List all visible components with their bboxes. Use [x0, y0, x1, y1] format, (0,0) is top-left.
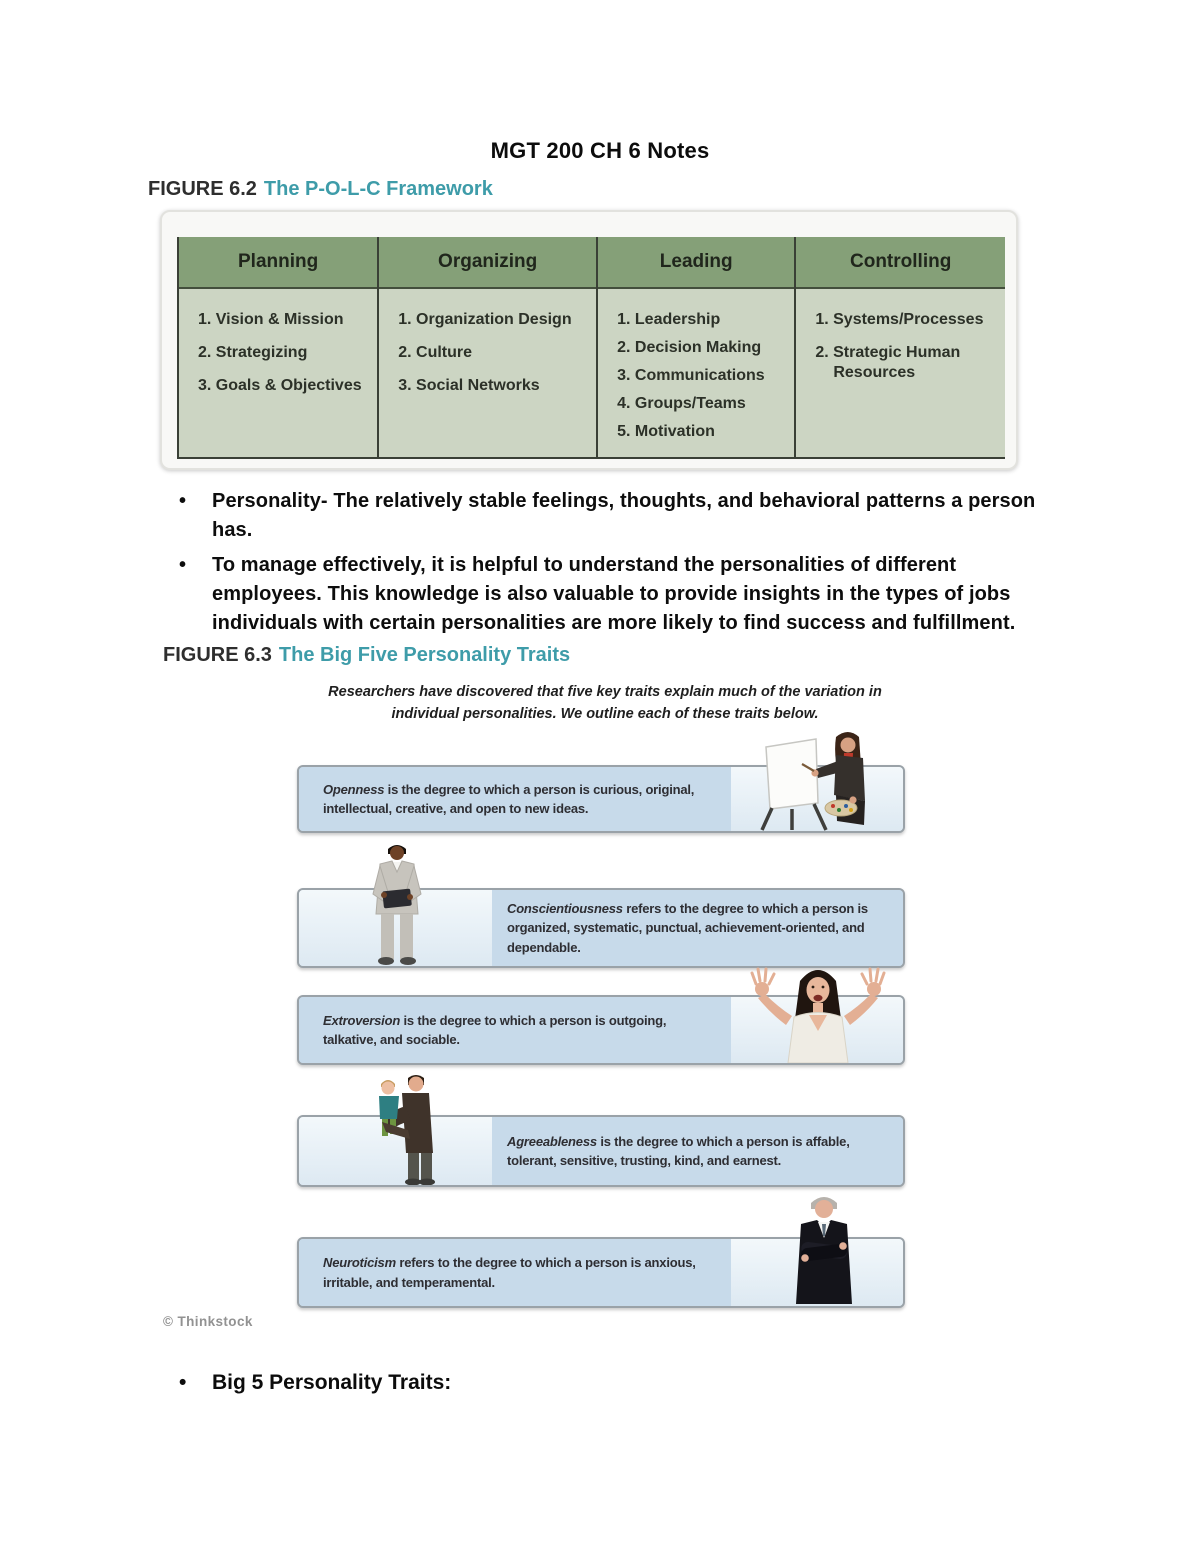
trait-text-extroversion: [299, 997, 731, 1063]
trait-term: Extroversion: [323, 1012, 401, 1028]
polc-item: 1. Vision & Mission: [198, 311, 344, 328]
older-man-arms-crossed-illustration: [781, 1194, 867, 1305]
polc-column-planning: [179, 237, 377, 457]
subtitle-line-2: individual personalities. We outline each of these traits below.: [391, 706, 819, 723]
polc-item: 3. Communications: [617, 367, 765, 384]
polc-body-controlling: [796, 289, 1005, 457]
man-reading-tablet-photo: [362, 842, 432, 966]
trait-text-agreeableness: [492, 1117, 903, 1185]
big-five-heading: Big 5 Personality Traits:: [212, 1371, 452, 1394]
trait-definition: refers to the degree to which a person is anxious, irritable, and temperamental.: [323, 1255, 696, 1290]
polc-item: 2. Culture: [398, 344, 473, 361]
polc-column-leading: [596, 237, 794, 457]
figure-62-title: The P-O-L-C Framework: [263, 178, 493, 200]
figure-63-caption: [163, 644, 570, 667]
subtitle-line-1: Researchers have discovered that five key traits explain much of the variation in: [328, 684, 882, 700]
polc-header-controlling: Controlling: [796, 237, 1005, 289]
notes-bullet-list: [160, 487, 1040, 644]
polc-item: 1. Systems/Processes: [815, 311, 984, 328]
polc-header-leading: Leading: [598, 237, 794, 289]
polc-item: 2. Decision Making: [617, 339, 762, 356]
trait-definition: is the degree to which a person is curious, original, intellectual, creative, and open to new ideas.: [323, 781, 695, 816]
trait-text-conscientiousness: [492, 890, 903, 966]
bullet-text-personality: Personality- The relatively stable feelings, thoughts, and behavioral patterns a person has.: [212, 490, 1036, 541]
bullet-marker: •: [179, 554, 187, 576]
image-credit: © Thinkstock: [163, 1314, 253, 1329]
page-title: MGT 200 CH 6 Notes: [490, 138, 710, 163]
excited-woman-photo: [748, 963, 888, 1063]
older-man-arms-crossed-photo: [781, 1194, 867, 1305]
polc-item: 2. Strategic Human Resources: [815, 344, 961, 381]
trait-term: Agreeableness: [507, 1133, 597, 1149]
polc-item: 4. Groups/Teams: [617, 395, 746, 412]
father-holding-child-photo: [366, 1073, 442, 1185]
trait-text-neuroticism: [299, 1239, 731, 1306]
polc-body-planning: [179, 289, 377, 457]
figure-63-title: The Big Five Personality Traits: [278, 644, 571, 666]
list-item: [160, 487, 1040, 545]
figure-63-label: FIGURE 6.3: [163, 644, 272, 666]
trait-definition: is the degree to which a person is outgoing, talkative, and sociable.: [323, 1012, 667, 1047]
polc-item: 1. Organization Design: [398, 311, 572, 328]
bullet-text-manage: To manage effectively, it is helpful to understand the personalities of different employees. This knowledge is also valuable to provide insights in the types of jobs individuals with certain personalities are more likely to find success and fulfillment.: [212, 554, 1016, 634]
polc-item: 5. Motivation: [617, 423, 715, 440]
woman-painting-at-easel-photo: [752, 729, 880, 832]
trait-term: Conscientiousness: [507, 900, 623, 916]
polc-header-organizing: Organizing: [379, 237, 596, 289]
man-reading-tablet-illustration: [362, 842, 432, 966]
polc-item: 3. Goals & Objectives: [198, 377, 362, 394]
figure-63-subtitle: [295, 681, 915, 726]
polc-framework-figure: [160, 210, 1018, 470]
excited-woman-illustration: [748, 963, 888, 1063]
trait-term: Neuroticism: [323, 1255, 396, 1270]
bullet-marker: •: [179, 490, 187, 512]
polc-body-leading: [598, 289, 794, 457]
polc-table: [177, 237, 1005, 459]
woman-painting-illustration: [752, 729, 880, 832]
figure-62-caption: [148, 178, 493, 201]
polc-column-controlling: [794, 237, 1005, 457]
list-item: [160, 551, 1040, 638]
figure-62-label: FIGURE 6.2: [148, 178, 257, 200]
polc-body-organizing: [379, 289, 596, 457]
trait-definition: refers to the degree to which a person is organized, systematic, punctual, achievement-oriented, and dependable.: [507, 900, 868, 955]
bullet-marker: •: [179, 1371, 187, 1394]
polc-column-organizing: [377, 237, 596, 457]
polc-item: 1. Leadership: [617, 311, 721, 328]
polc-item: 2. Strategizing: [198, 344, 308, 361]
list-item: [160, 1368, 451, 1398]
father-holding-child-illustration: [366, 1073, 442, 1185]
trait-definition: is the degree to which a person is affable, tolerant, sensitive, trusting, kind, and earnest.: [507, 1133, 850, 1168]
trait-term: Openness: [323, 781, 385, 797]
trait-text-openness: [299, 767, 731, 831]
polc-header-planning: Planning: [179, 237, 377, 289]
polc-item: 3. Social Networks: [398, 377, 540, 394]
